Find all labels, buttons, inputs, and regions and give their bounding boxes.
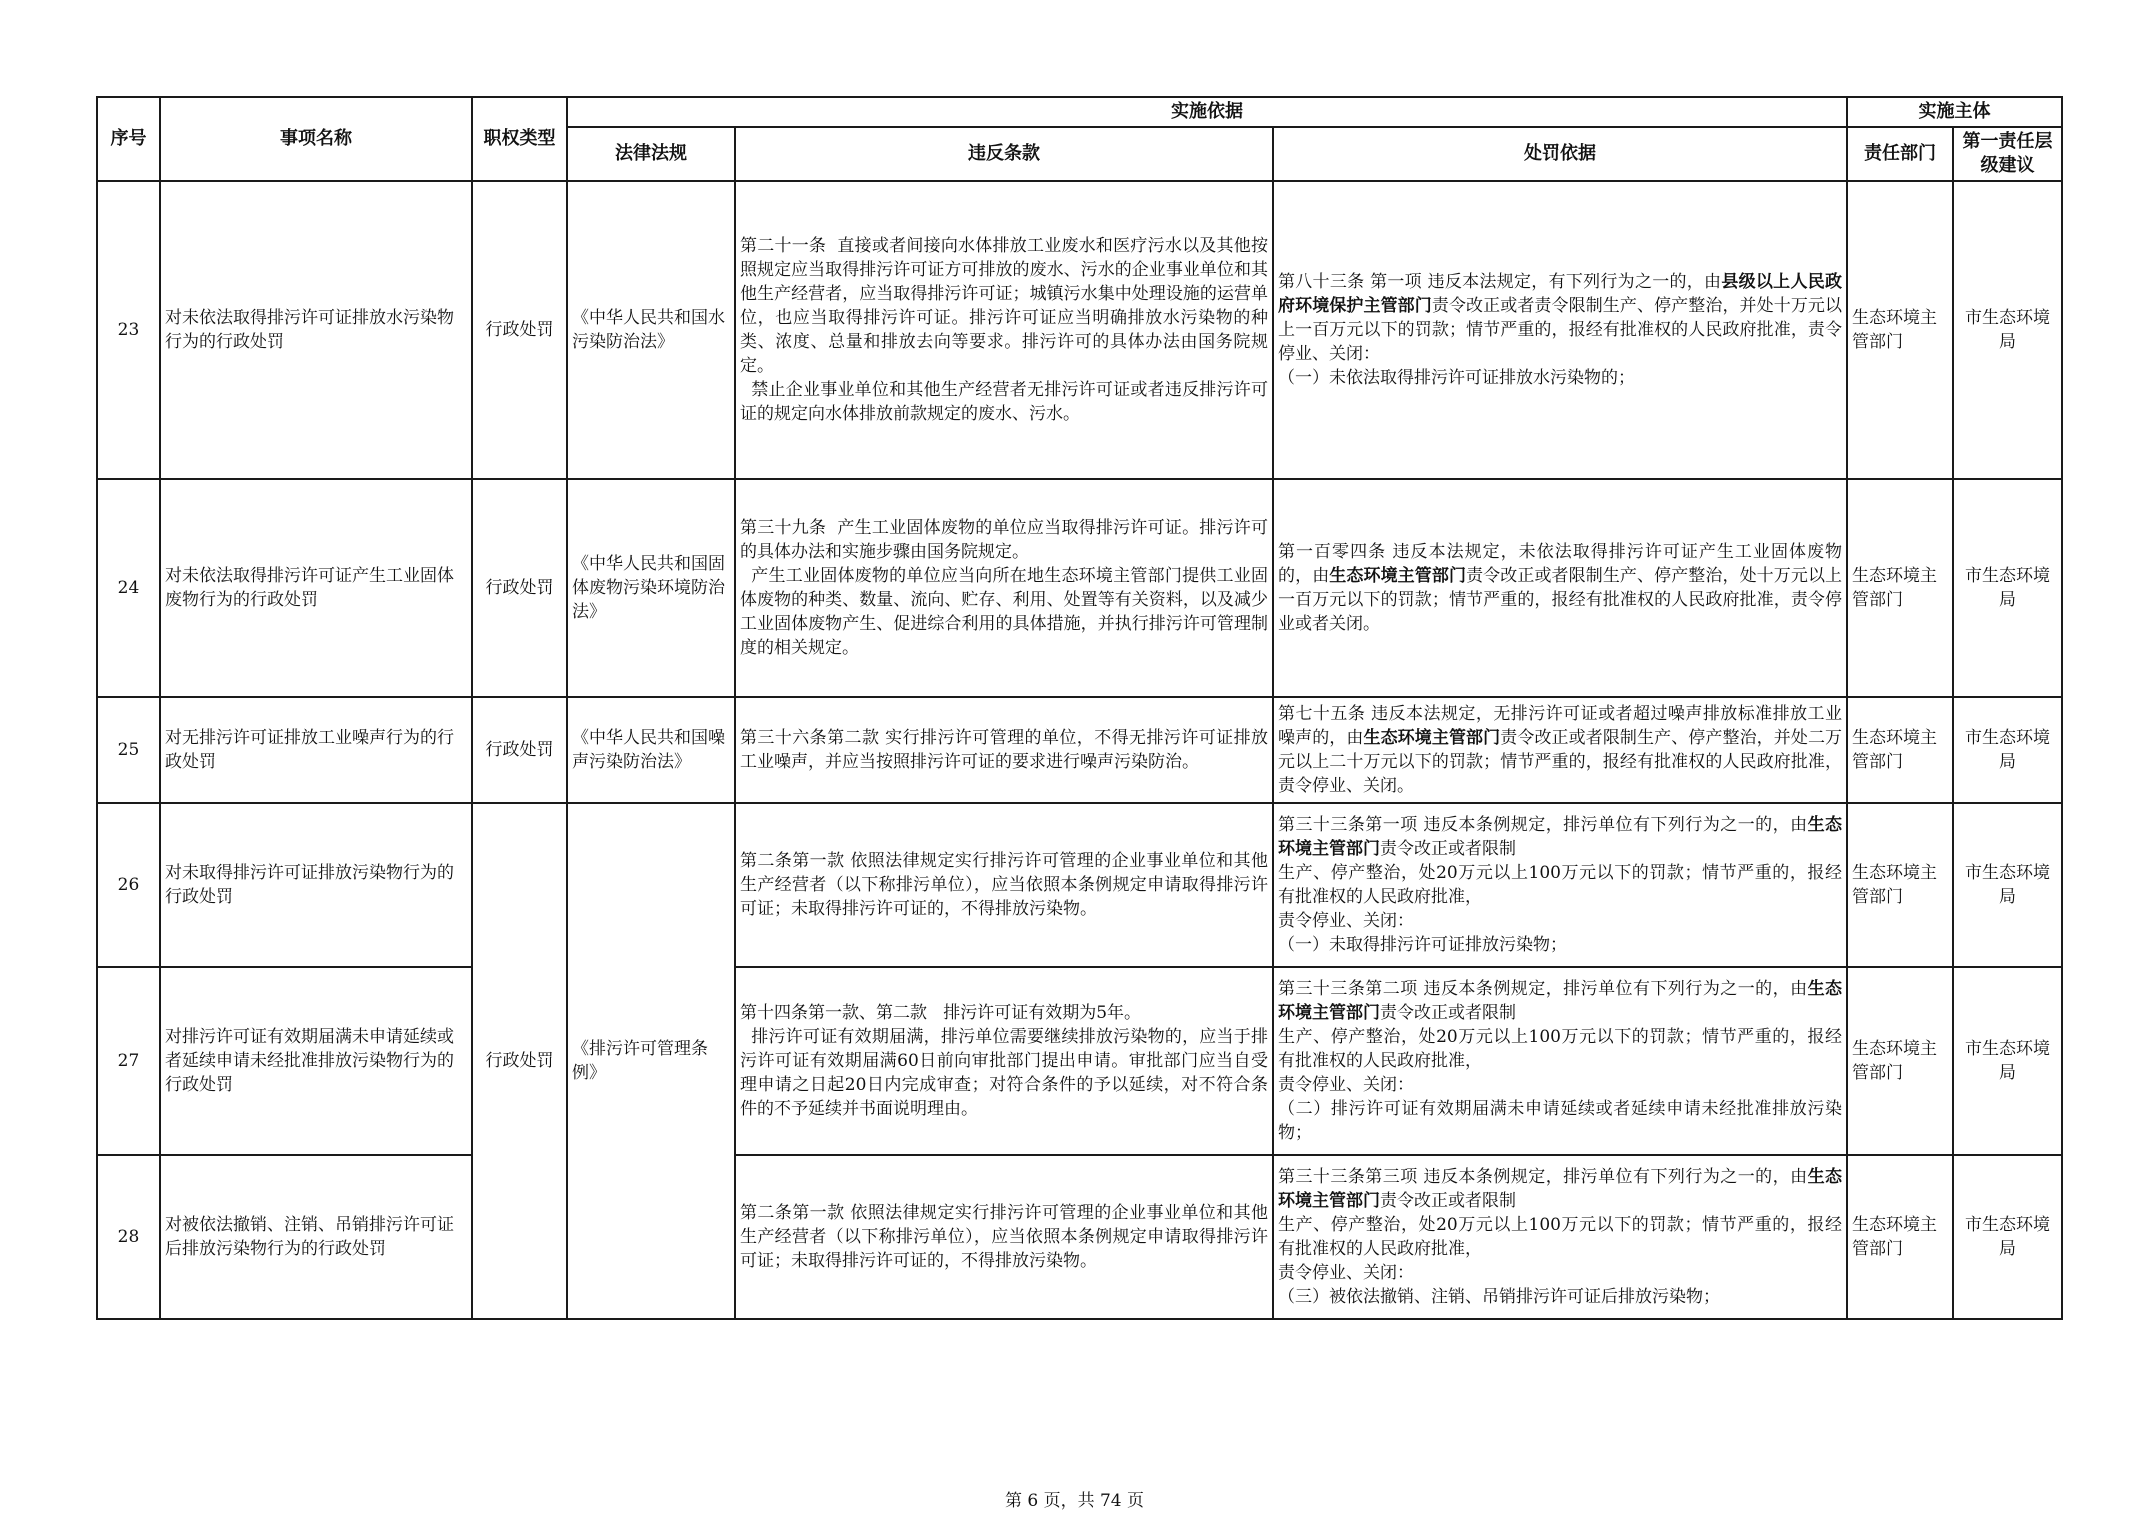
header-item-name: 事项名称 [160, 97, 472, 181]
table-row [97, 1155, 2062, 1319]
row-power-type: 行政处罚 [472, 803, 567, 1319]
table-row [97, 967, 2062, 1155]
row-penalty [1273, 479, 1847, 697]
row-violation: 第二十一条 直接或者间接向水体排放工业废水和医疗污水以及其他按照规定应当取得排污许可证方可排放的废水、污水的企业事业单位和其他生产经营者，应当取得排污许可证；城镇污水集中处理设施的运营单位，也应当取得排污许可证。排污许可证应当明确排放水污染物的种类、浓度、总量和排放去向等要求。排污许可的具体办法由国务院规定。 禁止企业事业单位和其他生产经营者无排污许可证或者违反排污许可证的规定向水体排放前款规定的废水、污水。 [735, 181, 1273, 479]
row-dept: 生态环境主管部门 [1847, 1155, 1953, 1319]
header-basis-group: 实施依据 [567, 97, 1847, 127]
penalty-text-post: 责令改正或者限制 生产、停产整治，处20万元以上100万元以下的罚款；情节严重的，报经有批准权的人民政府批准， 责令停业、关闭： （一）未取得排污许可证排放污染物； [1278, 839, 1843, 955]
page-footer: 第 6 页，共 74 页 [1004, 1491, 1145, 1511]
header-law: 法律法规 [567, 127, 735, 181]
penalty-text-pre: 第三十三条第二项 违反本条例规定，排污单位有下列行为之一的，由 [1278, 979, 1808, 999]
header-seq: 序号 [97, 97, 160, 181]
penalty-text-post: 责令改正或者限制 生产、停产整治，处20万元以上100万元以下的罚款；情节严重的，报经有批准权的人民政府批准， 责令停业、关闭： （二）排污许可证有效期届满未申请延续或者延续申请未经批准排放污染物； [1278, 1003, 1843, 1143]
row-violation: 第三十九条 产生工业固体废物的单位应当取得排污许可证。排污许可的具体办法和实施步骤由国务院规定。 产生工业固体废物的单位应当向所在地生态环境主管部门提供工业固体废物的种类、数量、流向、贮存、利用、处置等有关资料，以及减少工业固体废物产生、促进综合利用的具体措施，并执行排污许可管理制度的相关规定。 [735, 479, 1273, 697]
row-dept: 生态环境主管部门 [1847, 697, 1953, 803]
row-penalty [1273, 181, 1847, 479]
table-row [97, 697, 2062, 803]
penalty-authority: 生态环境主管部门 [1278, 979, 1843, 1023]
row-item-name: 对被依法撤销、注销、吊销排污许可证后排放污染物行为的行政处罚 [160, 1155, 472, 1319]
row-seq: 28 [97, 1155, 160, 1319]
row-penalty [1273, 803, 1847, 967]
row-law: 《中华人民共和国噪声污染防治法》 [567, 697, 735, 803]
table-row [97, 479, 2062, 697]
penalty-authority: 生态环境主管部门 [1329, 566, 1467, 586]
header-power-type: 职权类型 [472, 97, 567, 181]
penalty-text-pre: 第七十五条 违反本法规定，无排污许可证或者超过噪声排放标准排放工业噪声的，由 [1278, 704, 1843, 748]
header-violation: 违反条款 [735, 127, 1273, 181]
penalty-text-post: 责令改正或者限制 生产、停产整治，处20万元以上100万元以下的罚款；情节严重的，报经有批准权的人民政府批准， 责令停业、关闭： （三）被依法撤销、注销、吊销排污许可证后排放污染物； [1278, 1191, 1843, 1307]
row-law: 《排污许可管理条例》 [567, 803, 735, 1319]
row-seq: 25 [97, 697, 160, 803]
row-item-name: 对无排污许可证排放工业噪声行为的行政处罚 [160, 697, 472, 803]
row-first-level: 市生态环境局 [1953, 967, 2062, 1155]
row-violation: 第三十六条第二款 实行排污许可管理的单位，不得无排污许可证排放工业噪声，并应当按照排污许可证的要求进行噪声污染防治。 [735, 697, 1273, 803]
row-item-name: 对未依法取得排污许可证排放水污染物行为的行政处罚 [160, 181, 472, 479]
row-law: 《中华人民共和国水污染防治法》 [567, 181, 735, 479]
row-violation: 第二条第一款 依照法律规定实行排污许可管理的企业事业单位和其他生产经营者（以下称排污单位），应当依照本条例规定申请取得排污许可证；未取得排污许可证的，不得排放污染物。 [735, 1155, 1273, 1319]
row-first-level: 市生态环境局 [1953, 803, 2062, 967]
row-first-level: 市生态环境局 [1953, 697, 2062, 803]
row-seq: 23 [97, 181, 160, 479]
row-first-level: 市生态环境局 [1953, 479, 2062, 697]
penalty-authority: 县级以上人民政府环境保护主管部门 [1278, 272, 1843, 316]
row-power-type: 行政处罚 [472, 479, 567, 697]
penalty-text-post: 责令改正或者责令限制生产、停产整治，并处十万元以上一百万元以下的罚款；情节严重的，报经有批准权的人民政府批准，责令停业、关闭： （一）未依法取得排污许可证排放水污染物的； [1278, 296, 1843, 388]
penalty-text-post: 责令改正或者限制生产、停产整治，处十万元以上一百万元以下的罚款；情节严重的，报经有批准权的人民政府批准，责令停业或者关闭。 [1278, 566, 1843, 634]
row-penalty [1273, 1155, 1847, 1319]
table-row [97, 803, 2062, 967]
penalty-table [96, 96, 2063, 1320]
row-power-type: 行政处罚 [472, 181, 567, 479]
penalty-text-pre: 第三十三条第一项 违反本条例规定，排污单位有下列行为之一的，由 [1278, 815, 1808, 835]
penalty-text-pre: 第三十三条第三项 违反本条例规定，排污单位有下列行为之一的，由 [1278, 1167, 1808, 1187]
row-dept: 生态环境主管部门 [1847, 181, 1953, 479]
row-item-name: 对未依法取得排污许可证产生工业固体废物行为的行政处罚 [160, 479, 472, 697]
header-penalty: 处罚依据 [1273, 127, 1847, 181]
header-first-level: 第一责任层级建议 [1953, 127, 2062, 181]
row-dept: 生态环境主管部门 [1847, 967, 1953, 1155]
row-item-name: 对排污许可证有效期届满未申请延续或者延续申请未经批准排放污染物行为的行政处罚 [160, 967, 472, 1155]
row-law: 《中华人民共和国固体废物污染环境防治法》 [567, 479, 735, 697]
row-violation: 第二条第一款 依照法律规定实行排污许可管理的企业事业单位和其他生产经营者（以下称排污单位），应当依照本条例规定申请取得排污许可证；未取得排污许可证的，不得排放污染物。 [735, 803, 1273, 967]
row-penalty [1273, 697, 1847, 803]
penalty-authority: 生态环境主管部门 [1278, 815, 1843, 859]
table-row [97, 181, 2062, 479]
penalty-text-post: 责令改正或者限制生产、停产整治，并处二万元以上二十万元以下的罚款；情节严重的，报经有批准权的人民政府批准，责令停业、关闭。 [1278, 728, 1843, 796]
row-first-level: 市生态环境局 [1953, 181, 2062, 479]
row-dept: 生态环境主管部门 [1847, 803, 1953, 967]
row-dept: 生态环境主管部门 [1847, 479, 1953, 697]
row-seq: 27 [97, 967, 160, 1155]
penalty-authority: 生态环境主管部门 [1363, 728, 1501, 748]
header-dept: 责任部门 [1847, 127, 1953, 181]
row-seq: 24 [97, 479, 160, 697]
penalty-text-pre: 第八十三条 第一项 违反本法规定，有下列行为之一的，由 [1278, 272, 1722, 292]
row-power-type: 行政处罚 [472, 697, 567, 803]
row-violation: 第十四条第一款、第二款 排污许可证有效期为5年。 排污许可证有效期届满，排污单位需要继续排放污染物的，应当于排污许可证有效期届满60日前向审批部门提出申请。审批部门应当自受理申请之日起20日内完成审查；对符合条件的予以延续，对不符合条件的不予延续并书面说明理由。 [735, 967, 1273, 1155]
header-subject-group: 实施主体 [1847, 97, 2062, 127]
row-item-name: 对未取得排污许可证排放污染物行为的行政处罚 [160, 803, 472, 967]
penalty-text-pre: 第一百零四条 违反本法规定，未依法取得排污许可证产生工业固体废物的，由 [1278, 542, 1843, 586]
penalty-authority: 生态环境主管部门 [1278, 1167, 1843, 1211]
row-penalty [1273, 967, 1847, 1155]
row-first-level: 市生态环境局 [1953, 1155, 2062, 1319]
header-row-1 [97, 97, 2062, 127]
row-seq: 26 [97, 803, 160, 967]
